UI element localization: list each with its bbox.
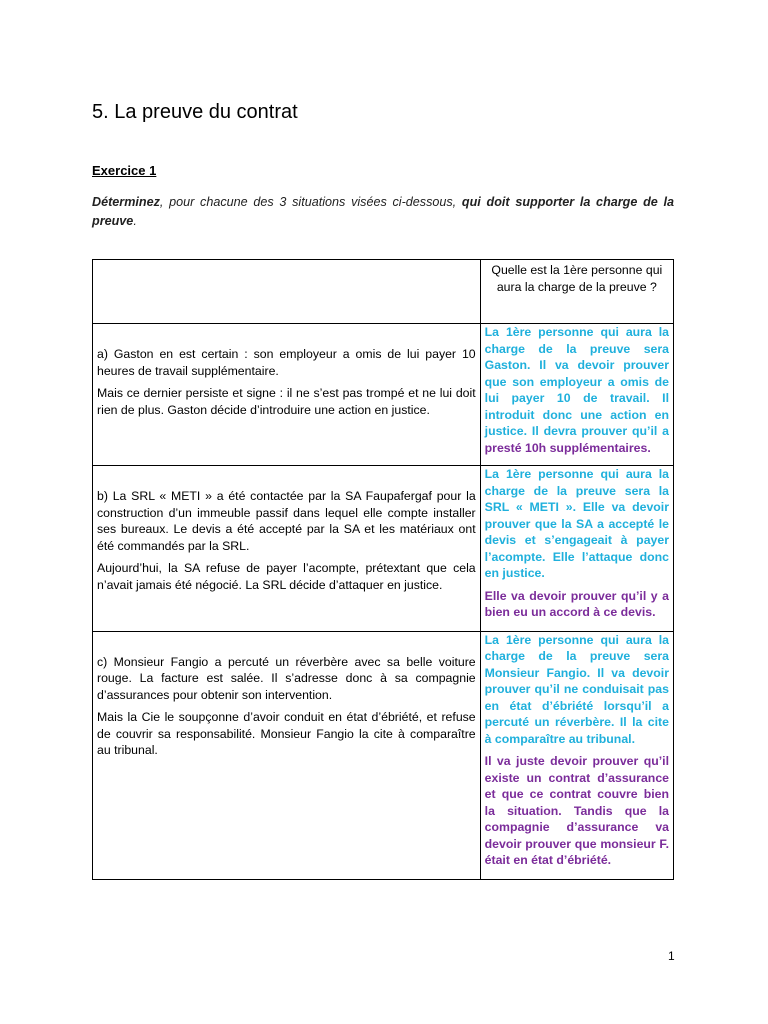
answer-cell (480, 631, 673, 879)
situation-cell (93, 631, 481, 879)
answer-blue-text: La 1ère personne qui aura la charge de la preuve sera Monsieur Fangio. Il va devoir prouver qu’il ne conduisait pas en état d’ébriété lorsqu’il a percuté un réverbère. Il la cite à comparaître au tribunal. (484, 632, 669, 746)
answer-blue-text: La 1ère personne qui aura la charge de la preuve sera Gaston. Il va devoir prouver que son employeur a omis de lui payer 10 de travail. Il introduit donc une action en justice. Il devra prouver qu’il a (484, 325, 669, 438)
situation-cell (93, 324, 481, 466)
answer-cell (480, 324, 673, 466)
answer-purple-text: Elle va devoir prouver qu’il y a bien eu un accord à ce devis. (484, 588, 669, 619)
table-row (93, 324, 674, 466)
header-question-cell (480, 260, 673, 324)
situation-text: c) Monsieur Fangio a percuté un réverbère avec sa belle voiture rouge. La facture est salée. Il s’adresse donc à sa compagnie d’assurances pour obtenir son intervention. (97, 654, 476, 702)
instruction-paragraph (92, 193, 674, 231)
page-title: 5. La preuve du contrat (92, 101, 298, 123)
answer-purple-text: Il va juste devoir prouver qu’il existe un contrat d’assurance et que ce contrat couvre bien la situation. Tandis que la compagnie d’assurance va devoir prouver que monsieur F. était en état d’ébriété. (484, 754, 669, 867)
exercise-heading: Exercice 1 (92, 163, 157, 178)
instruction-emphasis: qui doit supporter la charge de la preuve (92, 195, 675, 228)
situation-text: a) Gaston en est certain : son employeur a omis de lui payer 10 heures de travail supplémentaire. (97, 347, 476, 378)
instruction-middle: , pour chacune des 3 situations visées ci-dessous, (159, 195, 462, 209)
answer-blue-text: La 1ère personne qui aura la charge de la preuve sera la SRL « METI ». Elle va devoir prouver que la SA a accepté le devis et s’engageait à payer l’acompte. Elle l’attaque donc en justice. (484, 467, 669, 580)
answer-cell (480, 466, 673, 632)
situation-text: b) La SRL « METI » a été contactée par la SA Faupafergaf pour la construction d’un immeuble passif dans lequel elle compte installer ses bureaux. Le devis a été accepté par la SA et les matériaux ont été commandés par la SRL. (97, 489, 476, 553)
situation-cell (93, 466, 481, 632)
table-row (93, 466, 674, 632)
situation-text: Aujourd’hui, la SA refuse de payer l’acompte, prétextant que cela n’avait jamais été négocié. La SRL décide d’attaquer en justice. (97, 561, 476, 592)
page-number: 1 (668, 949, 675, 963)
table-row (93, 631, 674, 879)
instruction-end: . (133, 214, 137, 228)
header-question: Quelle est la 1ère personne qui aura la charge de la preuve ? (491, 263, 663, 294)
instruction-verb: Déterminez (92, 195, 160, 209)
answer-purple-text: presté 10h supplémentaires. (484, 440, 651, 455)
situation-text: Mais ce dernier persiste et signe : il ne s’est pas trompé et ne lui doit rien de plus. Gaston décide d’introduire une action en justice. (97, 386, 476, 417)
table-header-row (93, 260, 674, 324)
header-empty-cell (93, 260, 481, 324)
exercise-table (92, 259, 674, 880)
situation-text: Mais la Cie le soupçonne d’avoir conduit en état d’ébriété, et refuse de couvrir sa responsabilité. Monsieur Fangio la cite à comparaître au tribunal. (97, 710, 476, 757)
